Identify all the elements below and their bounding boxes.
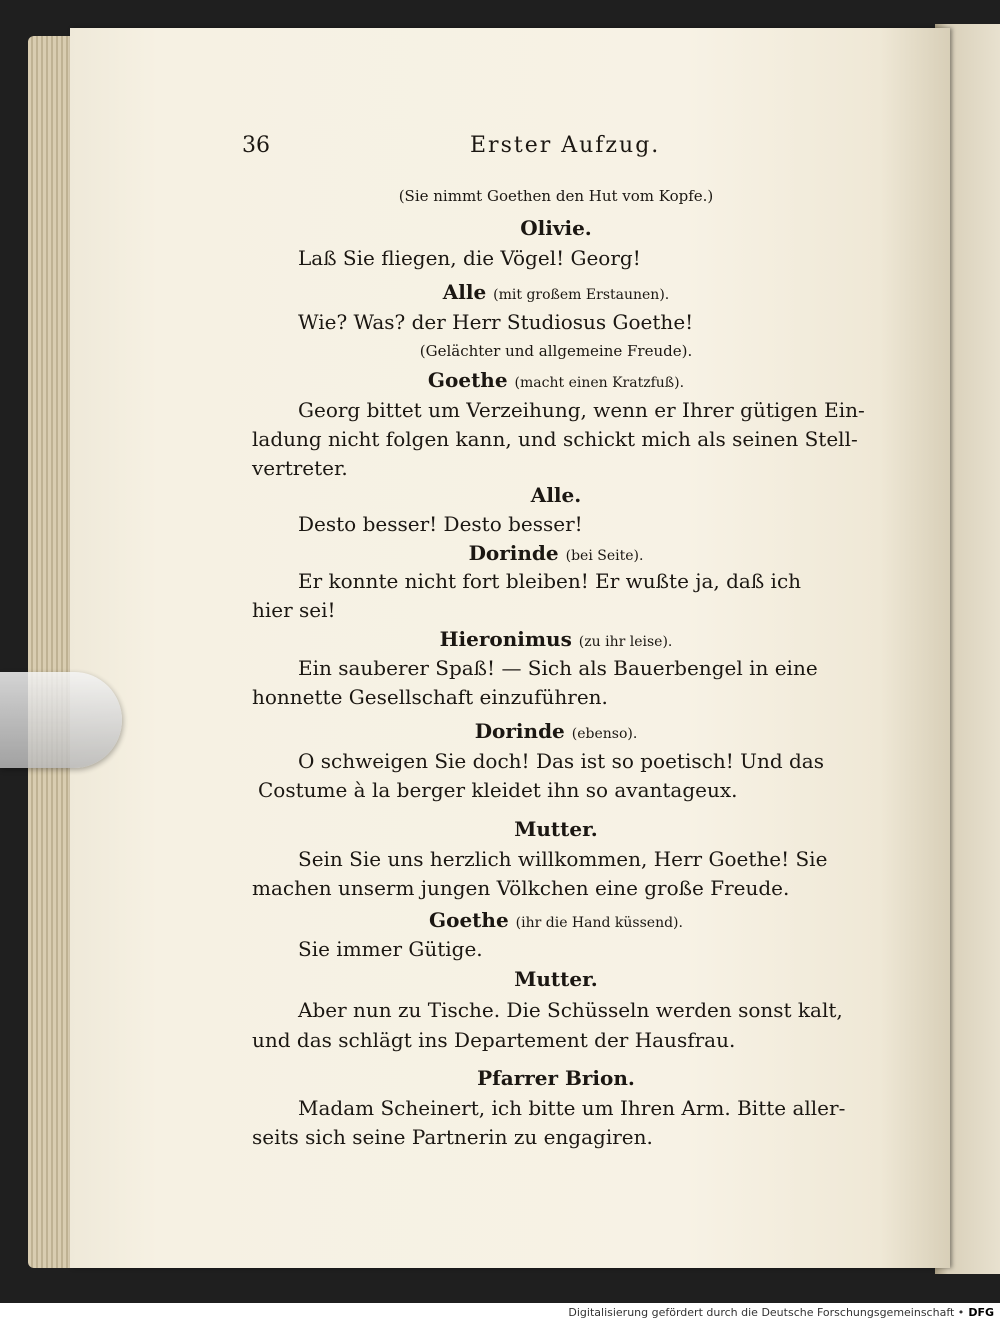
dialogue-line: Wie? Was? der Herr Studiosus Goethe! <box>298 310 694 334</box>
dialogue-line: Costume à la berger kleidet ihn so avantageux. <box>258 778 738 802</box>
dialogue-line: ladung nicht folgen kann, und schickt mich als seinen Stell- <box>252 427 858 451</box>
running-head: Erster Aufzug. <box>470 133 661 158</box>
dialogue-line: Georg bittet um Verzeihung, wenn er Ihrer gütigen Ein- <box>298 398 865 422</box>
stage-direction: (Sie nimmt Goethen den Hut vom Kopfe.) <box>398 187 714 205</box>
speaker-heading <box>250 216 862 240</box>
page-clip <box>0 672 122 768</box>
speaker-direction: (ebenso). <box>571 726 638 742</box>
speaker-direction: (macht einen Kratzfuß). <box>514 375 685 391</box>
dialogue-line: Ein sauberer Spaß! — Sich als Bauerbengel in eine <box>298 656 818 680</box>
dialogue-line: Sein Sie uns herzlich willkommen, Herr Goethe! Sie <box>298 847 828 871</box>
speaker-name: Alle <box>442 280 487 304</box>
speaker-heading <box>250 280 862 304</box>
dialogue-line: Madam Scheinert, ich bitte um Ihren Arm. Bitte aller- <box>298 1096 846 1120</box>
speaker-name: Dorinde <box>474 719 565 743</box>
digitization-footer <box>0 1303 1000 1323</box>
speaker-heading <box>250 541 862 565</box>
speaker-heading <box>250 1066 862 1090</box>
dialogue-line: Sie immer Gütige. <box>298 937 483 961</box>
speaker-direction: (mit großem Erstaunen). <box>493 287 670 303</box>
footer-credit: Digitalisierung gefördert durch die Deutsche Forschungsgemeinschaft • <box>568 1306 965 1319</box>
speaker-heading <box>250 719 862 743</box>
dialogue-line: seits sich seine Partnerin zu engagiren. <box>252 1125 653 1149</box>
dialogue-line: Er konnte nicht fort bleiben! Er wußte ja, daß ich <box>298 569 802 593</box>
dialogue-line: machen unserm jungen Völkchen eine große Freude. <box>252 876 790 900</box>
speaker-heading <box>250 368 862 392</box>
speaker-heading <box>250 483 862 507</box>
speaker-heading <box>250 908 862 932</box>
page-number: 36 <box>242 133 270 158</box>
dialogue-line: Desto besser! Desto besser! <box>298 512 583 536</box>
dialogue-line: honnette Gesellschaft einzuführen. <box>252 685 608 709</box>
speaker-name: Pfarrer Brion. <box>477 1066 635 1090</box>
dialogue-line: Laß Sie fliegen, die Vögel! Georg! <box>298 246 641 270</box>
dfg-logo: DFG <box>968 1306 994 1319</box>
dialogue-line: vertreter. <box>252 456 348 480</box>
dialogue-line: Aber nun zu Tische. Die Schüsseln werden sonst kalt, <box>298 998 843 1022</box>
speaker-name: Alle. <box>530 483 582 507</box>
speaker-direction: (zu ihr leise). <box>578 634 673 650</box>
speaker-heading <box>250 967 862 991</box>
speaker-direction: (ihr die Hand küssend). <box>515 915 683 931</box>
dialogue-line: hier sei! <box>252 598 336 622</box>
speaker-name: Dorinde <box>468 541 559 565</box>
dialogue-line: O schweigen Sie doch! Das ist so poetisch! Und das <box>298 749 824 773</box>
speaker-name: Mutter. <box>514 967 598 991</box>
speaker-name: Mutter. <box>514 817 598 841</box>
speaker-name: Olivie. <box>520 216 592 240</box>
speaker-name: Hieronimus <box>439 627 572 651</box>
speaker-name: Goethe <box>429 908 509 932</box>
dialogue-line: und das schlägt ins Departement der Hausfrau. <box>252 1028 736 1052</box>
speaker-heading <box>250 817 862 841</box>
speaker-name: Goethe <box>427 368 508 392</box>
stage-direction: (Gelächter und allgemeine Freude). <box>419 342 693 360</box>
speaker-direction: (bei Seite). <box>565 548 644 564</box>
speaker-heading <box>250 627 862 651</box>
